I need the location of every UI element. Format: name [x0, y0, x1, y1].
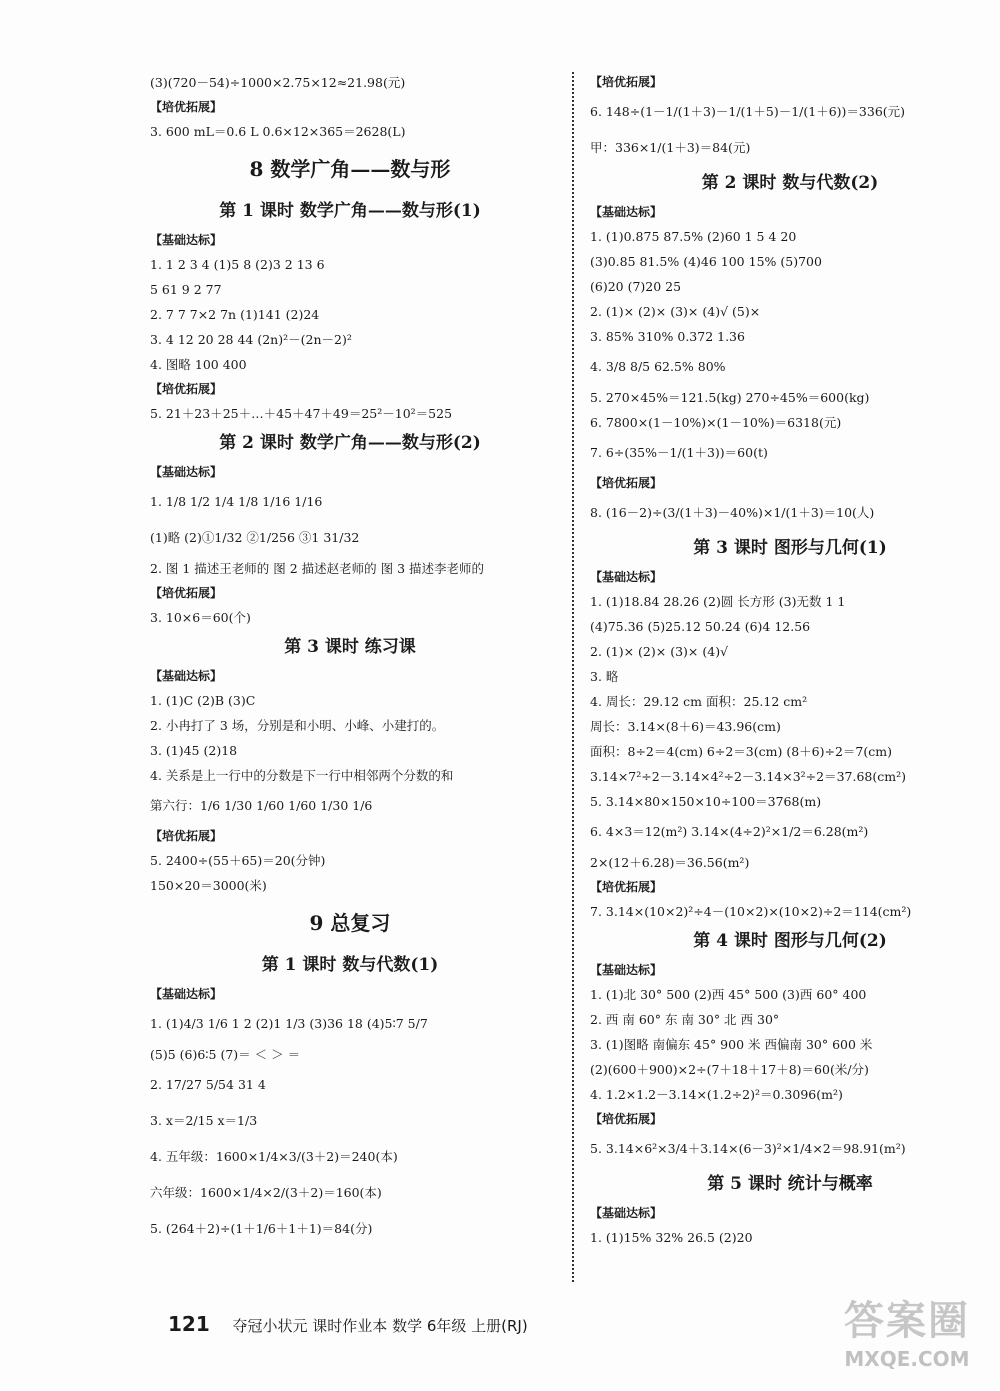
- lesson-heading: 第 4 课时 图形与几何(2): [693, 931, 887, 951]
- fraction-answer-line: 第六行：1/6 1/30 1/60 1/60 1/30 1/6: [150, 798, 373, 813]
- answer-line: 3. 600 mL＝0.6 L 0.6×12×365＝2628(L): [150, 124, 406, 139]
- answer-line: (3)0.85 81.5% (4)46 100 15% (5)700: [590, 254, 822, 269]
- fraction-answer-line: 六年级：1600×1/4×2/(3＋2)＝160(本): [150, 1185, 382, 1200]
- fraction-answer-line: 1. 1/8 1/2 1/4 1/8 1/16 1/16: [150, 494, 323, 509]
- answer-line: (3)(720－54)÷1000×2.75×12≈21.98(元): [150, 75, 406, 90]
- lesson-heading: 第 3 课时 图形与几何(1): [693, 538, 887, 558]
- fraction-answer-line: 1. (1)4/3 1/6 1 2 (2)1 1/3 (3)36 18 (4)5∶7 5/7: [150, 1016, 428, 1031]
- section-tag: 【基础达标】: [590, 1206, 663, 1220]
- answer-line: 5. 2400÷(55＋65)＝20(分钟): [150, 853, 326, 868]
- answer-line: (2)(600＋900)×2÷(7＋18＋17＋8)＝60(米/分): [590, 1062, 869, 1077]
- answer-line: 3.14×7²÷2－3.14×4²÷2－3.14×3²÷2＝37.68(cm²): [590, 769, 906, 784]
- lesson-heading: 第 3 课时 练习课: [284, 637, 416, 657]
- page-footer: [168, 1310, 528, 1338]
- answer-line: 1. (1)0.875 87.5% (2)60 1 5 4 20: [590, 229, 797, 244]
- fraction-answer-line: 6. 148÷(1－1/(1＋3)－1/(1＋5)－1/(1＋6))＝336(元): [590, 104, 906, 119]
- fraction-answer-line: 8. (16－2)÷(3/(1＋3)－40%)×1/(1＋3)＝10(人): [590, 505, 875, 520]
- section-tag: 【培优拓展】: [150, 100, 223, 114]
- answer-line: 2. 西 南 60° 东 南 30° 北 西 30°: [590, 1012, 780, 1027]
- answer-line: 3. 略: [590, 669, 619, 684]
- column-divider: [572, 72, 574, 1282]
- lesson-heading: 第 5 课时 统计与概率: [707, 1174, 873, 1194]
- answer-line: 6. 7800×(1－10%)×(1－10%)＝6318(元): [590, 415, 842, 430]
- answer-line: (5)5 (6)6∶5 (7)＝ ＜ ＞ ＝: [150, 1047, 301, 1062]
- answer-line: (4)75.36 (5)25.12 50.24 (6)4 12.56: [590, 619, 811, 634]
- answer-line: 150×20＝3000(米): [150, 878, 267, 893]
- section-tag: 【基础达标】: [150, 465, 223, 479]
- lesson-heading: 第 2 课时 数学广角——数与形(2): [219, 433, 481, 453]
- section-tag: 【基础达标】: [590, 963, 663, 977]
- book-title: 夺冠小状元 课时作业本 数学 6年级 上册(RJ): [232, 1317, 528, 1335]
- answer-line: 5 61 9 2 77: [150, 282, 222, 297]
- fraction-answer-line: 甲：336×1/(1＋3)＝84(元): [590, 140, 751, 155]
- fraction-answer-line: 6. 4×3＝12(m²) 3.14×(4÷2)²×1/2＝6.28(m²): [590, 824, 869, 839]
- answer-line: 4. 图略 100 400: [150, 357, 247, 372]
- chapter-heading: 8 数学广角——数与形: [249, 157, 451, 181]
- answer-line: 2. 图 1 描述王老师的 图 2 描述赵老师的 图 3 描述李老师的: [150, 561, 485, 576]
- answer-line: 2. (1)× (2)× (3)× (4)√: [590, 644, 729, 659]
- section-tag: 【基础达标】: [150, 233, 223, 247]
- right-column: [590, 70, 990, 1250]
- answer-line: 面积：8÷2＝4(cm) 6÷2＝3(cm) (8＋6)÷2＝7(cm): [590, 744, 892, 759]
- answer-line: 1. (1)北 30° 500 (2)西 45° 500 (3)西 60° 400: [590, 987, 867, 1002]
- fraction-answer-line: 4. 五年级：1600×1/4×3/(3＋2)＝240(本): [150, 1149, 398, 1164]
- answer-line: 3. (1)45 (2)18: [150, 743, 238, 758]
- answer-line: 3. 4 12 20 28 44 (2n)²－(2n－2)²: [150, 332, 352, 347]
- lesson-heading: 第 2 课时 数与代数(2): [701, 173, 879, 193]
- section-tag: 【基础达标】: [150, 669, 223, 683]
- fraction-answer-line: 5. (264＋2)÷(1＋1/6＋1＋1)＝84(分): [150, 1221, 373, 1236]
- section-tag: 【基础达标】: [590, 570, 663, 584]
- left-column: [150, 70, 550, 1247]
- answer-line: 1. (1)15% 32% 26.5 (2)20: [590, 1230, 753, 1245]
- section-tag: 【培优拓展】: [590, 1112, 663, 1126]
- fraction-answer-line: 2. 17/27 5/54 31 4: [150, 1077, 266, 1092]
- answer-line: 4. 关系是上一行中的分数是下一行中相邻两个分数的和: [150, 768, 454, 783]
- watermark-url: MXQE.COM: [844, 1347, 970, 1371]
- answer-line: 5. 270×45%＝121.5(kg) 270÷45%＝600(kg): [590, 390, 870, 405]
- fraction-answer-line: 3. x＝2/15 x＝1/3: [150, 1113, 258, 1128]
- chapter-heading: 9 总复习: [309, 911, 391, 935]
- answer-line: 2×(12＋6.28)＝36.56(m²): [590, 855, 750, 870]
- watermark-logo: [832, 1296, 982, 1376]
- section-tag: 【培优拓展】: [150, 586, 223, 600]
- fraction-answer-line: 5. 3.14×6²×3/4＋3.14×(6－3)²×1/4×2＝98.91(m²): [590, 1141, 906, 1156]
- fraction-answer-line: 7. 6÷(35%－1/(1＋3))＝60(t): [590, 445, 768, 460]
- answer-line: 3. 10×6＝60(个): [150, 610, 251, 625]
- answer-line: 1. (1)18.84 28.26 (2)圆 长方形 (3)无数 1 1: [590, 594, 846, 609]
- section-tag: 【基础达标】: [150, 987, 223, 1001]
- lesson-heading: 第 1 课时 数与代数(1): [261, 955, 439, 975]
- answer-line: 7. 3.14×(10×2)²÷4－(10×2)×(10×2)÷2＝114(cm²): [590, 904, 912, 919]
- answer-line: 2. 小冉打了 3 场，分别是和小明、小峰、小建打的。: [150, 718, 445, 733]
- answer-line: 3. (1)图略 南偏东 45° 900 米 西偏南 30° 600 米: [590, 1037, 873, 1052]
- answer-line: 4. 1.2×1.2－3.14×(1.2÷2)²＝0.3096(m²): [590, 1087, 843, 1102]
- section-tag: 【基础达标】: [590, 205, 663, 219]
- section-tag: 【培优拓展】: [590, 476, 663, 490]
- answer-line: 1. (1)C (2)B (3)C: [150, 693, 256, 708]
- fraction-answer-line: 4. 3/8 8/5 62.5% 80%: [590, 359, 726, 374]
- answer-line: 1. 1 2 3 4 (1)5 8 (2)3 2 13 6: [150, 257, 325, 272]
- lesson-heading: 第 1 课时 数学广角——数与形(1): [219, 201, 481, 221]
- answer-line: (6)20 (7)20 25: [590, 279, 682, 294]
- fraction-answer-line: (1)略 (2)①1/32 ②1/256 ③1 31/32: [150, 530, 360, 545]
- answer-line: 2. (1)× (2)× (3)× (4)√ (5)×: [590, 304, 761, 319]
- answer-line: 2. 7 7 7×2 7n (1)141 (2)24: [150, 307, 320, 322]
- answer-line: 5. 3.14×80×150×10÷100＝3768(m): [590, 794, 822, 809]
- section-tag: 【培优拓展】: [150, 829, 223, 843]
- section-tag: 【培优拓展】: [150, 382, 223, 396]
- answer-line: 5. 21＋23＋25＋…＋45＋47＋49＝25²－10²＝525: [150, 406, 453, 421]
- watermark-text: 答案圈: [844, 1298, 970, 1344]
- page-number: 121: [168, 1312, 210, 1336]
- answer-line: 3. 85% 310% 0.372 1.36: [590, 329, 745, 344]
- answer-line: 周长：3.14×(8＋6)＝43.96(cm): [590, 719, 781, 734]
- section-tag: 【培优拓展】: [590, 75, 663, 89]
- answer-line: 4. 周长：29.12 cm 面积：25.12 cm²: [590, 694, 808, 709]
- section-tag: 【培优拓展】: [590, 880, 663, 894]
